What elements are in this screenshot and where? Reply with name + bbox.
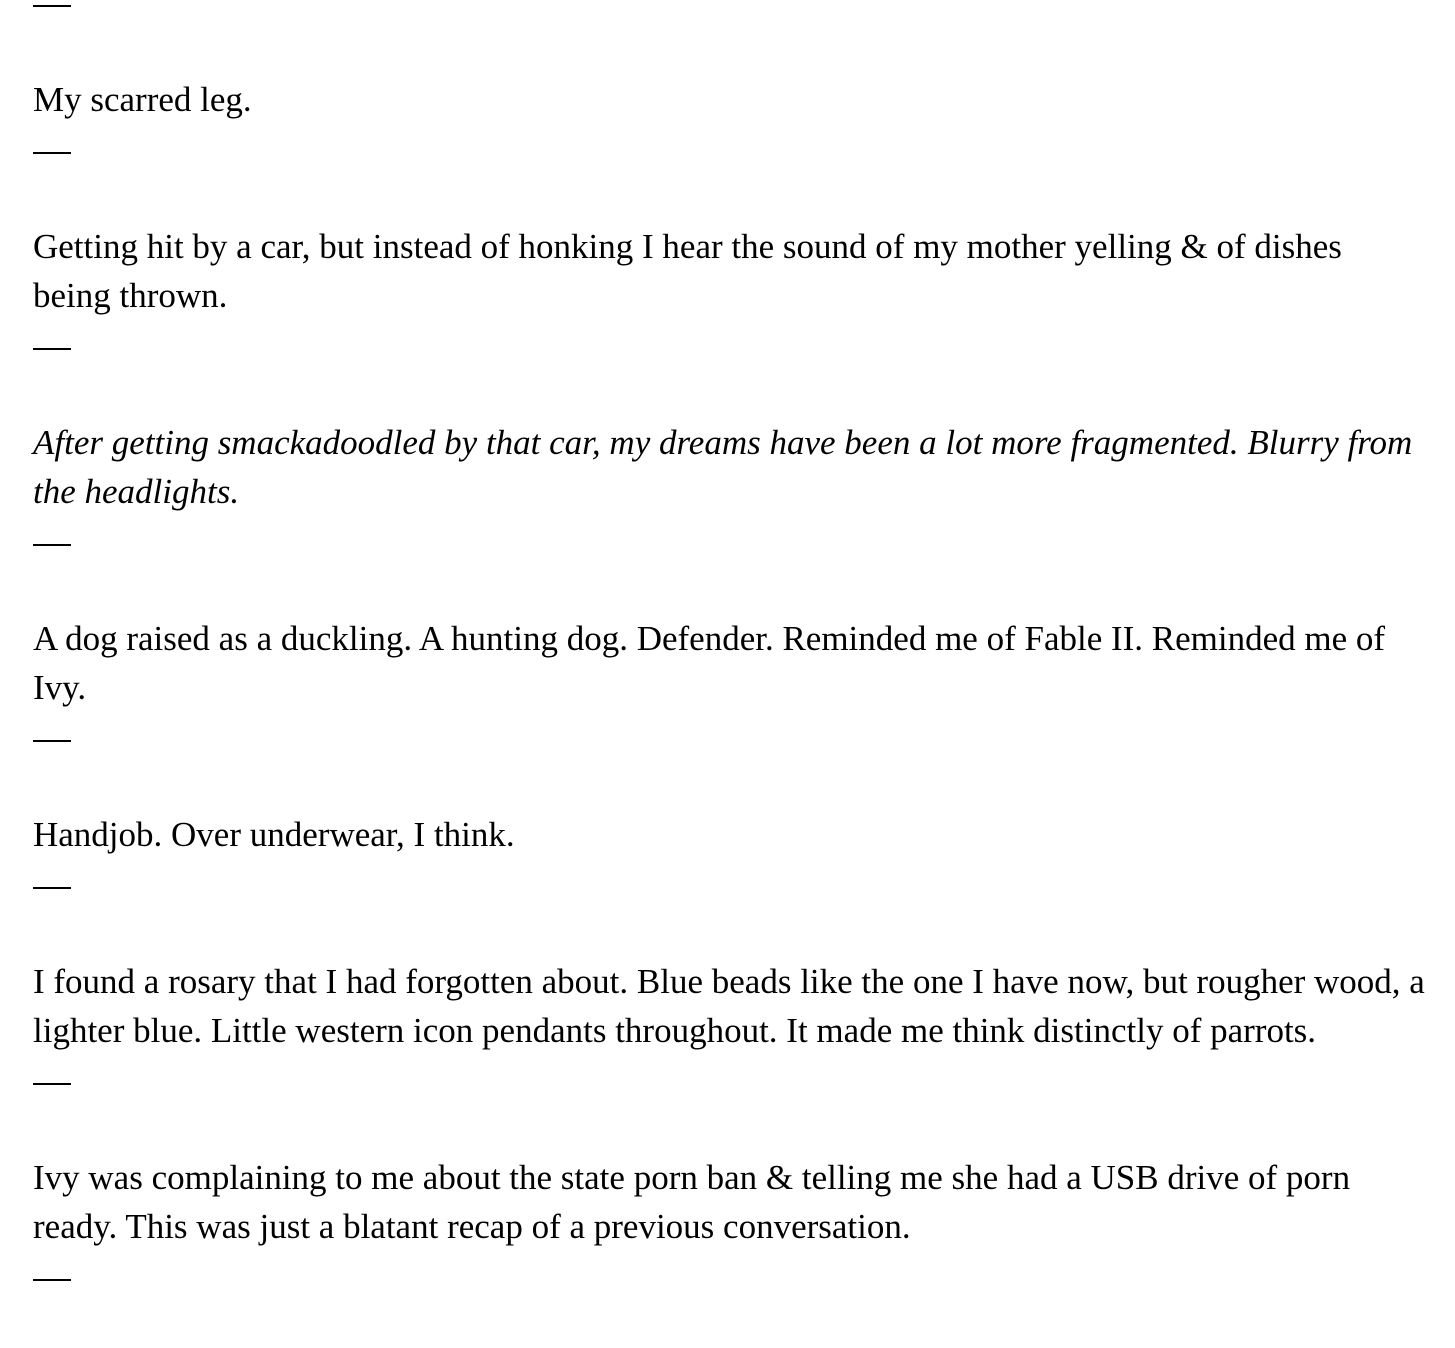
- dream-entry-2: [33, 222, 1428, 418]
- entry-separator: [33, 1251, 1428, 1300]
- entry-text-italic: After getting smackadoodled by that car, my dreams have been a lot more fragmented. Blurry from the headlights.: [33, 423, 1413, 511]
- dream-entry-6: [33, 957, 1428, 1153]
- entry-text: A dog raised as a duckling. A hunting dog. Defender. Reminded me of Fable II. Reminded me of Ivy.: [33, 619, 1386, 707]
- entry-separator: [33, 124, 1428, 173]
- entry-text: Handjob. Over underwear, I think.: [33, 815, 515, 854]
- dream-entry-7: [33, 1153, 1428, 1300]
- dream-entry-5: [33, 810, 1428, 957]
- entry-text: Ivy was complaining to me about the state porn ban & telling me she had a USB drive of porn ready. This was just a blatant recap of a previous conversation.: [33, 1158, 1351, 1246]
- entry-separator: [33, 712, 1428, 761]
- entry-text: Getting hit by a car, but instead of honking I hear the sound of my mother yelling & of dishes being thrown.: [33, 227, 1342, 315]
- entry-text: My scarred leg.: [33, 80, 252, 119]
- entry-text: I found a rosary that I had forgotten about. Blue beads like the one I have now, but rougher wood, a lighter blue. Little western icon pendants throughout. It made me think distinctly of parrots.: [33, 962, 1425, 1050]
- dream-journal-page: [33, 0, 1428, 1300]
- dream-entry-4: [33, 614, 1428, 810]
- entry-separator: [33, 516, 1428, 565]
- entry-separator: [33, 0, 1428, 26]
- entry-separator: [33, 859, 1428, 908]
- top-separator-entry: [33, 0, 1428, 75]
- entry-separator: [33, 320, 1428, 369]
- dream-entry-3: [33, 418, 1428, 614]
- entry-separator: [33, 1055, 1428, 1104]
- dream-entry-1: [33, 75, 1428, 222]
